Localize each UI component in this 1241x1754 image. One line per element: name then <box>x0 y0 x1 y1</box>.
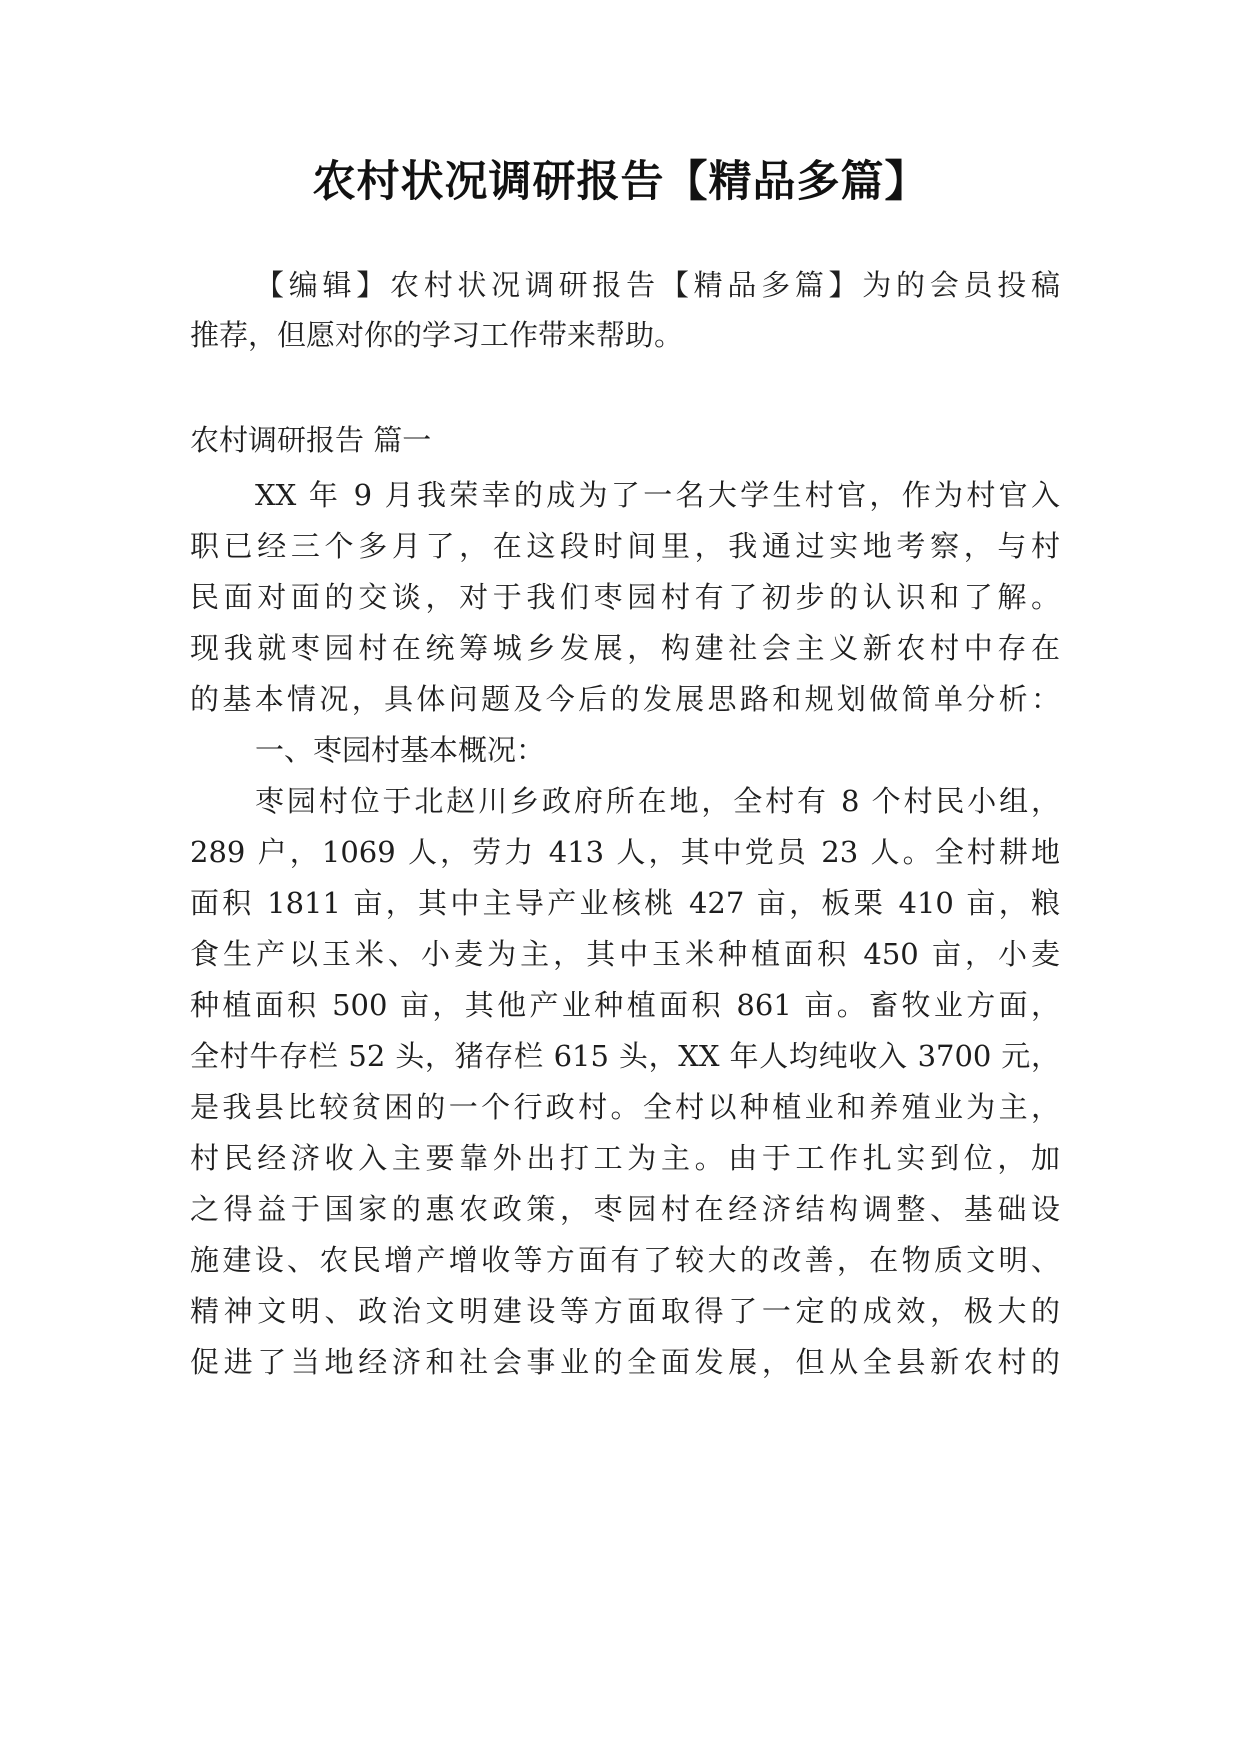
body-line: 现我就枣园村在统筹城乡发展，构建社会主义新农村中存在 <box>190 631 1060 665</box>
body-line: 全村牛存栏 52 头，猪存栏 615 头，XX 年人均纯收入 3700 元， <box>190 1039 1060 1073</box>
intro-line-2: 推荐，但愿对你的学习工作带来帮助。 <box>190 318 684 352</box>
body-line: 精神文明、政治文明建设等方面取得了一定的成效，极大的 <box>190 1294 1060 1328</box>
document-title: 农村状况调研报告【精品多篇】 <box>312 157 929 207</box>
body-line: 枣园村位于北赵川乡政府所在地，全村有 8 个村民小组， <box>255 784 1060 818</box>
body-line: 施建设、农民增产增收等方面有了较大的改善，在物质文明、 <box>190 1243 1060 1277</box>
body-line: 职已经三个多月了，在这段时间里，我通过实地考察，与村 <box>190 529 1060 563</box>
body-line: 民面对面的交谈，对于我们枣园村有了初步的认识和了解。 <box>190 580 1060 614</box>
intro-line-1: 【编辑】农村状况调研报告【精品多篇】为的会员投稿 <box>255 268 1060 302</box>
section-heading: 农村调研报告 篇一 <box>190 423 432 457</box>
body-line: 种植面积 500 亩，其他产业种植面积 861 亩。畜牧业方面， <box>190 988 1060 1022</box>
body-line: 促进了当地经济和社会事业的全面发展，但从全县新农村的 <box>190 1345 1060 1379</box>
body-line: XX 年 9 月我荣幸的成为了一名大学生村官，作为村官入 <box>255 478 1060 512</box>
body-line: 村民经济收入主要靠外出打工为主。由于工作扎实到位，加 <box>190 1141 1060 1175</box>
body-line: 之得益于国家的惠农政策，枣园村在经济结构调整、基础设 <box>190 1192 1060 1226</box>
body-line: 289 户，1069 人，劳力 413 人，其中党员 23 人。全村耕地 <box>190 835 1060 869</box>
body-line: 食生产以玉米、小麦为主，其中玉米种植面积 450 亩，小麦 <box>190 937 1060 971</box>
body-line: 的基本情况，具体问题及今后的发展思路和规划做简单分析： <box>190 682 1060 716</box>
body-line: 是我县比较贫困的一个行政村。全村以种植业和养殖业为主， <box>190 1090 1060 1124</box>
subsection-heading: 一、枣园村基本概况： <box>255 733 546 767</box>
body-line: 面积 1811 亩，其中主导产业核桃 427 亩，板栗 410 亩，粮 <box>190 886 1060 920</box>
